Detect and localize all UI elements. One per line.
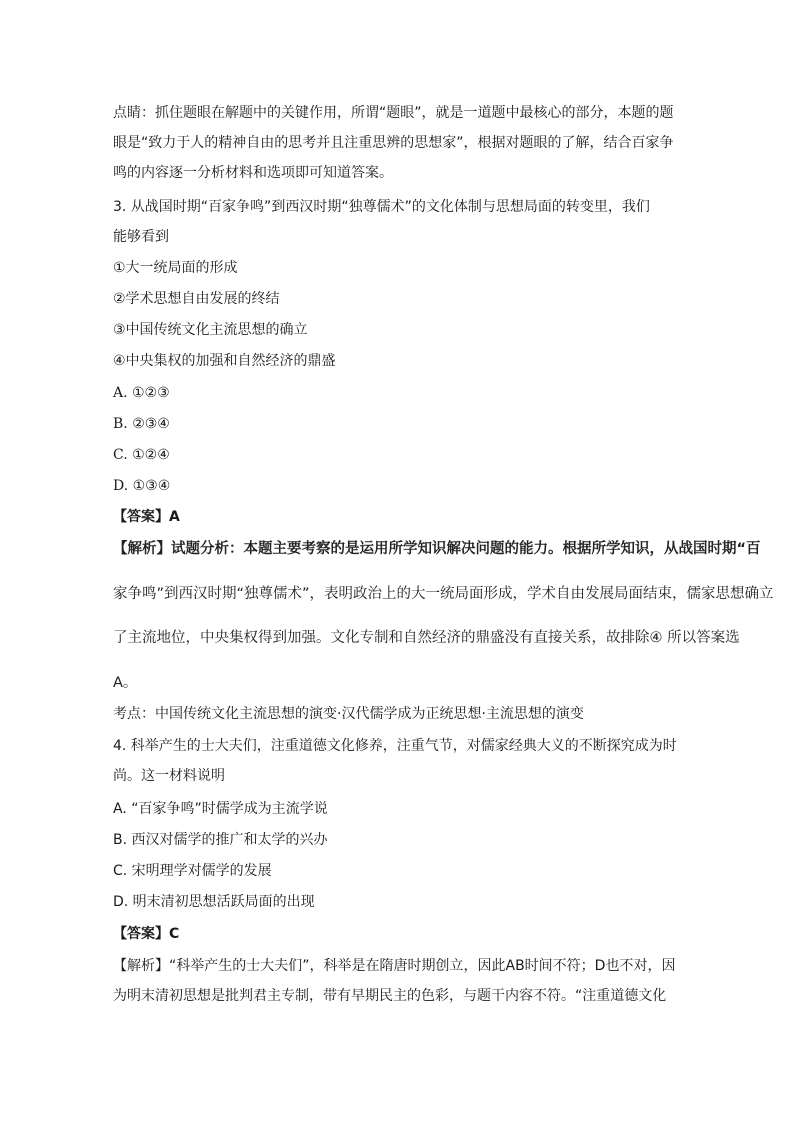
- q3-analysis-line-4: A。: [113, 675, 138, 691]
- q3-analysis-line-1: 【解析】试题分析：本题主要考察的是运用所学知识解决问题的能力。根据所学知识，从战国时期“百: [113, 541, 761, 557]
- q4-answer: 【答案】C: [113, 926, 180, 942]
- q3-kaodian: 考点：中国传统文化主流思想的演变·汉代儒学成为正统思想·主流思想的演变: [113, 706, 584, 722]
- q3-item-4: ④中央集权的加强和自然经济的鼎盛: [113, 353, 336, 369]
- tip-line-1: 点睛：抓住题眼在解题中的关键作用，所谓“题眼”，就是一道题中最核心的部分，本题的题: [113, 105, 674, 121]
- q3-analysis-line-2: 家争鸣”到西汉时期“独尊儒术”，表明政治上的大一统局面形成，学术自由发展局面结束，儒家思想确立: [113, 586, 774, 602]
- q3-stem-line-2: 能够看到: [113, 229, 169, 245]
- q4-analysis-line-1: 【解析】“科举产生的士大夫们”，科举是在隋唐时期创立，因此AB时间不符；D也不对，因: [113, 958, 676, 974]
- q4-stem-line-1: 4. 科举产生的士大夫们，注重道德文化修养，注重气节，对儒家经典大义的不断探究成为时: [113, 738, 677, 754]
- q3-option-a: A. ①②③: [113, 385, 170, 401]
- q3-item-3: ③中国传统文化主流思想的确立: [113, 322, 308, 338]
- tip-line-2: 眼是“致力于人的精神自由的思考并且注重思辨的思想家”，根据对题眼的了解，结合百家争: [113, 135, 674, 151]
- q3-item-2: ②学术思想自由发展的终结: [113, 291, 280, 307]
- q4-option-a: A. “百家争鸣”时儒学成为主流学说: [113, 801, 328, 817]
- q4-option-b: B. 西汉对儒学的推广和太学的兴办: [113, 832, 328, 848]
- q3-option-d: D. ①③④: [113, 478, 171, 494]
- tip-line-3: 鸣的内容逐一分析材料和选项即可知道答案。: [113, 165, 393, 181]
- q3-stem-line-1: 3. 从战国时期“百家争鸣”到西汉时期“独尊儒术”的文化体制与思想局面的转变里，我们: [113, 199, 650, 215]
- q4-option-d: D. 明末清初思想活跃局面的出现: [113, 894, 315, 910]
- q3-option-b: B. ②③④: [113, 416, 170, 432]
- q4-analysis-line-2: 为明末清初思想是批判君主专制，带有早期民主的色彩，与题干内容不符。“注重道德文化: [113, 988, 667, 1004]
- q3-answer: 【答案】A: [113, 509, 180, 525]
- q4-stem-line-2: 尚。这一材料说明: [113, 768, 225, 784]
- q3-option-c: C. ①②④: [113, 447, 170, 463]
- q4-option-c: C. 宋明理学对儒学的发展: [113, 863, 272, 879]
- q3-item-1: ①大一统局面的形成: [113, 260, 238, 276]
- q3-analysis-line-3: 了主流地位，中央集权得到加强。文化专制和自然经济的鼎盛没有直接关系，故排除④ 所以答案选: [113, 630, 740, 646]
